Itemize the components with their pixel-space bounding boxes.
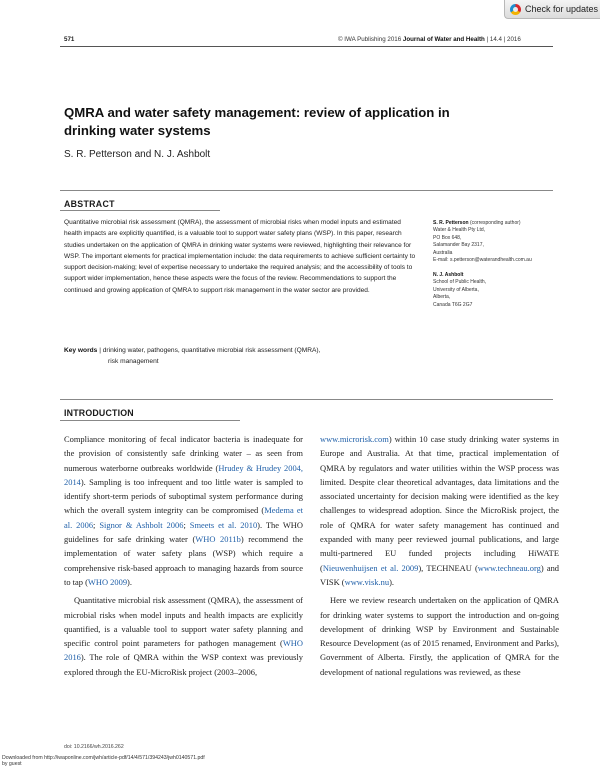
reference-link[interactable]: www.techneau.org	[477, 562, 541, 573]
paragraph	[64, 432, 303, 589]
paragraph	[320, 593, 559, 679]
keywords-label: Key words	[64, 347, 98, 354]
affiliation-line: School of Public Health,	[433, 279, 487, 286]
keywords-list: drinking water, pathogens, quantitative microbial risk assessment (QMRA),	[102, 347, 321, 354]
paragraph	[64, 593, 303, 679]
reference-link[interactable]: Smeets et al. 2010	[189, 519, 258, 530]
reference-link[interactable]: Nieuwenhuijsen et al. 2009	[322, 562, 419, 573]
reference-link[interactable]: WHO 2009	[87, 576, 128, 587]
affiliation-line: PO Box 648,	[433, 234, 462, 241]
paragraph	[320, 432, 559, 589]
paragraph-text: ).	[127, 576, 132, 587]
introduction-heading: INTRODUCTION	[64, 408, 134, 418]
paragraph-text: ;	[183, 519, 190, 530]
reference-link[interactable]: Hrudey & Hrudey 2004, 2014	[64, 462, 303, 487]
affiliation-line: Alberta,	[433, 294, 451, 301]
download-notice	[2, 755, 205, 768]
article-authors: S. R. Petterson and N. J. Ashbolt	[64, 149, 211, 160]
copyright: © IWA Publishing 2016	[338, 36, 402, 43]
reference-link[interactable]: Signor & Ashbolt 2006	[99, 519, 184, 530]
introduction-subrule	[60, 420, 240, 421]
reference-link[interactable]: www.microrisk.com	[320, 434, 389, 444]
reference-link[interactable]: Medema et al. 2006	[64, 505, 304, 530]
reference-link[interactable]: WHO 2016	[64, 638, 303, 663]
download-guest-line: by guest	[2, 761, 22, 768]
keywords-list-continued: risk management	[108, 358, 159, 366]
header-rule	[60, 46, 553, 47]
paragraph-text: Compliance monitoring of fecal indicator bacteria is inadequate for the provision of consistently safe drinking water – as seen from numerous waterborne outbreaks worldwide (	[64, 434, 303, 473]
paragraph-text: Quantitative microbial risk assessment (QMRA), the assessment of microbial risks when model inputs and health impacts are explicitly quantified, is a valuable tool to support water safety planning and specific control point parameters for pathogen management (	[64, 595, 303, 649]
body-column-left	[64, 432, 303, 679]
body-column-right	[320, 432, 559, 679]
paragraph-text: ), TECHNEAU (	[418, 562, 478, 573]
page-number: 571	[64, 36, 75, 43]
affiliation-name: S. R. Petterson	[433, 220, 469, 226]
paragraph-text: ;	[93, 519, 100, 530]
paragraph-text: ).	[389, 576, 394, 587]
affiliation-petterson	[433, 220, 568, 264]
download-url-line: Downloaded from http://iwaponline.com/jwh/article-pdf/14/4/571/394243/jwh0140571.pdf	[2, 755, 205, 761]
paragraph-text: ) recommend the implementation of water safety plans (WSP) which require a comprehensive risk-based approach to managing hazards from source to tap (	[64, 534, 303, 587]
affiliation-line: Salamander Bay 2317,	[433, 242, 484, 249]
paragraph-text: ) and VISK (	[320, 562, 560, 587]
affiliation-line: Water & Health Pty Ltd,	[433, 227, 486, 234]
affiliation-line: Canada T6G 2G7	[433, 301, 473, 308]
update-check-icon	[510, 4, 521, 15]
affiliation-line: University of Alberta,	[433, 286, 479, 293]
paragraph-text: ). Sampling is too infrequent and too little water is sampled to identify short-term periods of suboptimal system performance during which the overall system integrity can be compromised (	[64, 476, 303, 516]
keywords: Key words | drinking water, pathogens, quantitative microbial risk assessment (QMRA), risk management	[64, 345, 394, 368]
reference-link[interactable]: www.visk.nu	[344, 576, 390, 587]
paragraph-text: ). The role of QMRA within the WSP context was previously explored through the EU-MicroRisk project (2003–2006,	[64, 652, 303, 677]
check-for-updates-button[interactable]	[504, 0, 600, 19]
paragraph-text: ) within 10 case study drinking water systems in Europe and Australia. At that time, practical implementation of QMRA by regulators and water utilities within the WSP process was limited. Despite clear theoretical advantages, data limitations and the associated uncertainty for decision making were identified as the key challenges to widespread adoption. Since the MicroRisk project, the role of QMRA for water safety management has continued and expanded with many peer reviewed journal publications, and large multi-partnered EU funded projects including HiWATE (	[320, 434, 559, 573]
journal-issue: 14.4	[489, 36, 502, 43]
check-for-updates-label: Check for updates	[525, 4, 599, 14]
affiliation-ashbolt	[433, 272, 568, 309]
abstract-heading: ABSTRACT	[64, 199, 115, 209]
doi: doi: 10.2166/wh.2016.262	[64, 744, 124, 750]
affiliation-note: (corresponding author)	[468, 220, 521, 226]
affiliation-email: E-mail: s.petterson@waterandhealth.com.au	[433, 257, 532, 264]
abstract-text: Quantitative microbial risk assessment (QMRA), the assessment of microbial risks when model inputs and estimated health impacts are explicitly quantified, is a valuable tool to support water safety plans (WSP). In this paper, research studies undertaken on the application of QMRA in drinking water systems were reviewed, highlighting their relevance for WSP. The important elements for practical implementation include: the data requirements to achieve sufficient certainty to support decision-making; level of expertise necessary to undertake the required analysis; and the accessibility of tools to support wider implementation, hence these aspects were the focus of the review. Recommendations to support the continued and growing application of QMRA to support risk management in the water sector are provided.	[64, 219, 416, 294]
abstract-rule	[60, 190, 553, 191]
affiliation-name: N. J. Ashbolt	[433, 272, 464, 278]
abstract-subrule	[60, 210, 220, 211]
reference-link[interactable]: WHO 2011b	[195, 534, 241, 545]
introduction-rule	[60, 399, 553, 400]
affiliation-line: Australia	[433, 249, 453, 256]
paragraph-text: Here we review research undertaken on the application of QMRA for drinking water systems to support the introduction and on-going development of drinking WSP by Environment and Sustainable Resource Development (as of 2015 renamed, Environment and Parks), Government of Alberta. Firstly, the application of QMRA for the development of national regulations was reviewed, as these	[320, 595, 559, 677]
paragraph-text: ). The WHO guidelines for safe drinking water (	[64, 519, 303, 545]
journal-year: 2016	[507, 36, 521, 43]
running-header: © IWA Publishing 2016 Journal of Water and Health | 14.4 | 2016	[338, 36, 521, 43]
journal-name: Journal of Water and Health	[402, 36, 485, 43]
article-title: QMRA and water safety management: review of application in drinking water systems	[64, 105, 450, 138]
